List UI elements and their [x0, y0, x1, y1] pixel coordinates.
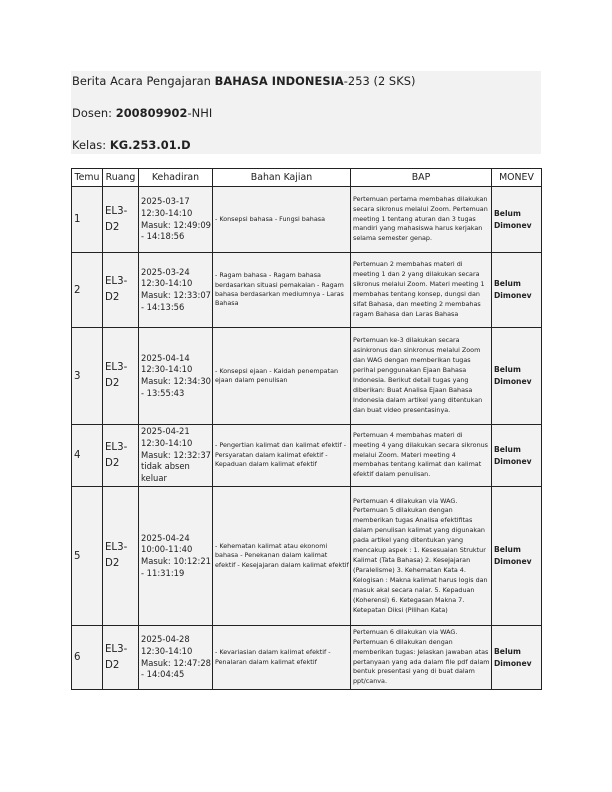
cell-ruang: EL3-D2 [103, 626, 139, 690]
cell-monev: Belum Dimonev [492, 425, 542, 487]
table-row [72, 626, 542, 690]
teaching-log-table [71, 168, 542, 690]
title-prefix: Berita Acara Pengajaran [72, 74, 215, 88]
cell-bahan-kajian: - Konsepsi bahasa - Fungsi bahasa [213, 187, 351, 253]
cell-bap: Pertemuan ke-3 dilakukan secara asinkronus dan sinkronus melalui Zoom dan WAG dengan memberikan tugas perihal penggunakan Ejaan Bahasa Indonesia. Berikut detail tugas yang diberikan: Buat Analisa Ejaan Bahasa Indonesia dalam artikel yang ditentukan dan buat video presentasinya. [351, 328, 492, 425]
schedule-time: 2025-03-24 12:30-14:10 [141, 266, 193, 289]
cell-monev: Belum Dimonev [492, 253, 542, 328]
col-header-temu: Temu [72, 169, 103, 187]
cell-kehadiran [139, 253, 213, 328]
schedule-time: 2025-04-21 12:30-14:10 [141, 426, 193, 448]
cell-kehadiran [139, 487, 213, 626]
attendance-time: Masuk: 12:32:37 [141, 449, 211, 460]
attendance-note: tidak absen keluar [141, 461, 190, 484]
cell-monev: Belum Dimonev [492, 187, 542, 253]
class-code: KG.253.01.D [109, 138, 191, 152]
cell-kehadiran [139, 626, 213, 690]
course-name: BAHASA INDONESIA [214, 74, 344, 88]
cell-temu: 6 [72, 626, 103, 690]
cell-bahan-kajian: - Kehematan kalimat atau ekonomi bahasa - Penekanan dalam kalimat efektif - Kesejajaran dalam kalimat efektif [213, 487, 351, 626]
cell-bap: Pertemuan pertama membahas dilakukan secara sikronus melalui Zoom. Pertemuan meeting 1 tentang aturan dan 3 tugas mandiri yang mahasiswa harus kerjakan selama semester genap. [351, 187, 492, 253]
table-row [72, 253, 542, 328]
class-line [72, 138, 191, 152]
table-row [72, 425, 542, 487]
schedule-time: 2025-04-14 12:30-14:10 [141, 352, 193, 375]
cell-ruang: EL3-D2 [103, 425, 139, 487]
cell-bahan-kajian: - Ragam bahasa - Ragam bahasa berdasarkan situasi pemakaian - Ragam bahasa berdasarkan mediumnya - Laras Bahasa [213, 253, 351, 328]
attendance-time: Masuk: 12:47:28 - 14:04:45 [141, 657, 211, 680]
lecturer-label: Dosen: [72, 106, 116, 120]
cell-monev: Belum Dimonev [492, 487, 542, 626]
cell-bahan-kajian: - Konsepsi ejaan - Kaidah penempatan ejaan dalam penulisan [213, 328, 351, 425]
cell-ruang: EL3-D2 [103, 487, 139, 626]
col-header-bahan-kajian: Bahan Kajian [213, 169, 351, 187]
col-header-bap: BAP [351, 169, 492, 187]
cell-temu: 5 [72, 487, 103, 626]
cell-temu: 2 [72, 253, 103, 328]
cell-bahan-kajian: - Pengertian kalimat dan kalimat efektif - Persyaratan dalam kalimat efektif - Kepaduan dalam kalimat efektif [213, 425, 351, 487]
cell-bahan-kajian: - Kevariasian dalam kalimat efektif - Penalaran dalam kalimat efektif [213, 626, 351, 690]
col-header-ruang: Ruang [103, 169, 139, 187]
lecturer-id: 200809902 [115, 106, 188, 120]
col-header-kehadiran: Kehadiran [139, 169, 213, 187]
schedule-time: 2025-04-28 12:30-14:10 [141, 634, 193, 656]
cell-temu: 4 [72, 425, 103, 487]
lecturer-code: -NHI [187, 106, 213, 120]
schedule-time: 2025-04-24 10:00-11:40 [141, 532, 193, 555]
cell-temu: 1 [72, 187, 103, 253]
report-title [72, 74, 416, 88]
table-row [72, 187, 542, 253]
attendance-time: Masuk: 12:33:07 - 14:13:56 [141, 290, 211, 312]
attendance-time: Masuk: 12:34:30 - 13:55:43 [141, 376, 211, 398]
cell-monev: Belum Dimonev [492, 328, 542, 425]
class-label: Kelas: [72, 138, 110, 152]
cell-ruang: EL3-D2 [103, 328, 139, 425]
report-header [71, 71, 541, 154]
attendance-time: Masuk: 12:49:09 - 14:18:56 [141, 219, 211, 242]
cell-kehadiran [139, 187, 213, 253]
cell-bap: Pertemuan 4 membahas materi di meeting 4 yang dilakukan secara sikronus melalui Zoom. Materi meeting 4 membahas tentang kalimat dan kalimat efektif dalam penulisan. [351, 425, 492, 487]
schedule-time: 2025-03-17 12:30-14:10 [141, 196, 193, 218]
table-row [72, 328, 542, 425]
cell-bap: Pertemuan 4 dilakukan via WAG. Pertemuan 5 dilakukan dengan memberikan tugas Analisa efektifitas dalam penulisan kalimat yang digunakan pada artikel yang ditentukan yang mencakup aspek : 1. Kesesuaian Struktur Kalimat (Tata Bahasa) 2. Kesejajaran (Paralelisme) 3. Kehematan Kata 4. Kelogisan : Makna kalimat harus logis dan masuk akal secara nalar. 5. Kepaduan (Koherensi) 6. Ketegasan Makna 7. Ketepatan Diksi (Pilihan Kata) [351, 487, 492, 626]
cell-kehadiran [139, 328, 213, 425]
cell-bap: Pertemuan 2 membahas materi di meeting 1 dan 2 yang dilakukan secara sikronus melalui Zoom. Materi meeting 1 membahas tentang konsep, dungsi dan sifat Bahasa, dan meeting 2 membahas ragam Bahasa dan Laras Bahasa [351, 253, 492, 328]
cell-kehadiran [139, 425, 213, 487]
table-row [72, 487, 542, 626]
col-header-monev: MONEV [492, 169, 542, 187]
cell-ruang: EL3-D2 [103, 253, 139, 328]
attendance-time: Masuk: 10:12:21 - 11:31:19 [141, 556, 211, 578]
cell-monev: Belum Dimonev [492, 626, 542, 690]
table-header-row [72, 169, 542, 187]
lecturer-line [72, 106, 212, 120]
cell-bap: Pertemuan 6 dilakukan via WAG. Pertemuan 6 dilakukan dengan memberikan tugas: Jelaskan jawaban atas pertanyaan yang ada dalam file pdf dalam bentuk presentasi yang di buat dalam ppt/canva. [351, 626, 492, 690]
course-code-sks: -253 (2 SKS) [343, 74, 416, 88]
cell-ruang: EL3-D2 [103, 187, 139, 253]
cell-temu: 3 [72, 328, 103, 425]
